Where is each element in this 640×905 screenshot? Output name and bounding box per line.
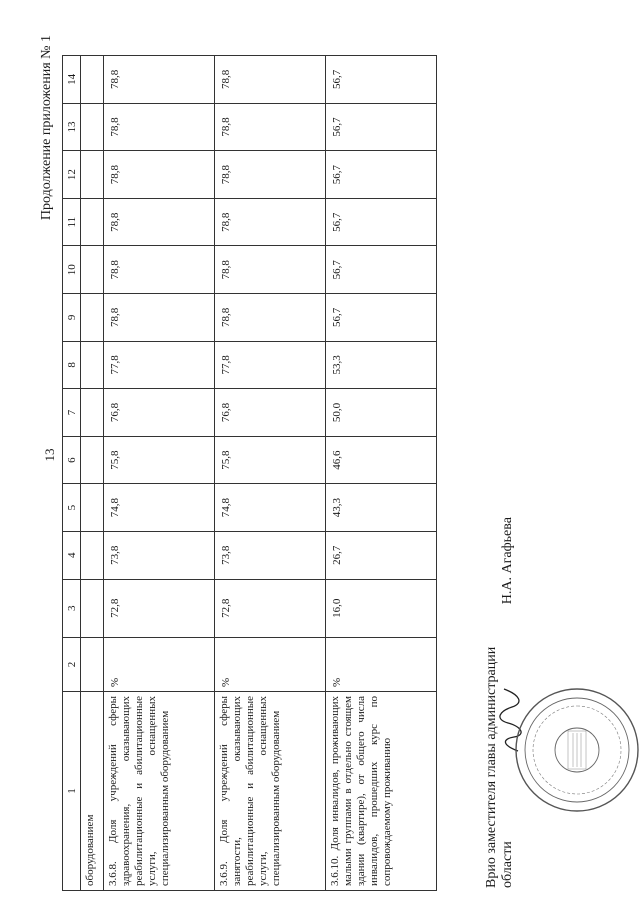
table-row xyxy=(326,56,437,891)
value-cell: 56,7 xyxy=(326,198,437,246)
signer-title: Врио заместителя главы администрации xyxy=(484,646,499,888)
value-cell: 56,7 xyxy=(326,246,437,294)
col-number: 14 xyxy=(63,56,81,104)
value-cell: 78,8 xyxy=(104,198,215,246)
value-cell: 72,8 xyxy=(104,579,215,637)
value-cell: 78,8 xyxy=(215,151,326,199)
official-seal-stamp xyxy=(512,685,640,815)
value-cell: 56,7 xyxy=(326,56,437,104)
col-number: 3 xyxy=(63,579,81,637)
col-number: 4 xyxy=(63,531,81,579)
value-cell: 73,8 xyxy=(104,531,215,579)
signer-title-cont: области Н.А. Агафьева xyxy=(500,517,515,888)
value-cell: 16,0 xyxy=(326,579,437,637)
value-cell: 50,0 xyxy=(326,389,437,437)
value-cell: 78,8 xyxy=(104,246,215,294)
col-number: 5 xyxy=(63,484,81,532)
table-row xyxy=(215,56,326,891)
table-row xyxy=(104,56,215,891)
col-number: 13 xyxy=(63,103,81,151)
value-cell: 74,8 xyxy=(104,484,215,532)
unit-cell: % xyxy=(104,637,215,691)
indicator-cell: 3.6.8. Доля учреждений сферы здравоохранения, оказывающих реабилитационные и абилитационные услуги, оснащенных специализированным оборудованием xyxy=(104,692,215,891)
unit-cell: % xyxy=(326,637,437,691)
continuation-text: оборудованием xyxy=(81,692,104,891)
value-cell: 78,8 xyxy=(215,198,326,246)
continuation-row xyxy=(81,56,104,891)
indicator-cell: 3.6.10. Доля инвалидов, проживающих малыми группами в отдельно стоящем здании (квартире), от общего числа инвалидов, прошедших курс по сопровождаемому проживанию xyxy=(326,692,437,891)
value-cell: 77,8 xyxy=(104,341,215,389)
value-cell: 78,8 xyxy=(104,294,215,342)
value-cell: 78,8 xyxy=(104,151,215,199)
col-number: 11 xyxy=(63,198,81,246)
value-cell: 78,8 xyxy=(215,294,326,342)
value-cell: 78,8 xyxy=(215,56,326,104)
value-cell: 72,8 xyxy=(215,579,326,637)
value-cell: 56,7 xyxy=(326,103,437,151)
value-cell: 78,8 xyxy=(215,103,326,151)
value-cell: 26,7 xyxy=(326,531,437,579)
value-cell: 74,8 xyxy=(215,484,326,532)
appendix-label: Продолжение приложения № 1 xyxy=(39,35,54,221)
page-number: 13 xyxy=(42,448,57,462)
value-cell: 75,8 xyxy=(215,436,326,484)
unit-cell: % xyxy=(215,637,326,691)
value-cell: 56,7 xyxy=(326,294,437,342)
value-cell: 46,6 xyxy=(326,436,437,484)
value-cell: 76,8 xyxy=(104,389,215,437)
value-cell: 73,8 xyxy=(215,531,326,579)
col-number: 9 xyxy=(63,294,81,342)
col-number: 1 xyxy=(63,692,81,891)
col-number: 6 xyxy=(63,436,81,484)
col-number: 2 xyxy=(63,637,81,691)
value-cell: 78,8 xyxy=(215,246,326,294)
value-cell: 56,7 xyxy=(326,151,437,199)
col-number: 10 xyxy=(63,246,81,294)
value-cell: 76,8 xyxy=(215,389,326,437)
signer-name: Н.А. Агафьева xyxy=(500,517,515,605)
indicator-cell: 3.6.9. Доля учреждений сферы занятости, оказывающих реабилитационные и абилитационные услуги, оснащенных специализированным оборудованием xyxy=(215,692,326,891)
value-cell: 78,8 xyxy=(104,56,215,104)
value-cell: 53,3 xyxy=(326,341,437,389)
data-table xyxy=(62,55,437,891)
value-cell: 78,8 xyxy=(104,103,215,151)
value-cell: 43,3 xyxy=(326,484,437,532)
col-number: 7 xyxy=(63,389,81,437)
col-number: 8 xyxy=(63,341,81,389)
value-cell: 77,8 xyxy=(215,341,326,389)
col-number: 12 xyxy=(63,151,81,199)
value-cell: 75,8 xyxy=(104,436,215,484)
column-number-row xyxy=(63,56,81,891)
